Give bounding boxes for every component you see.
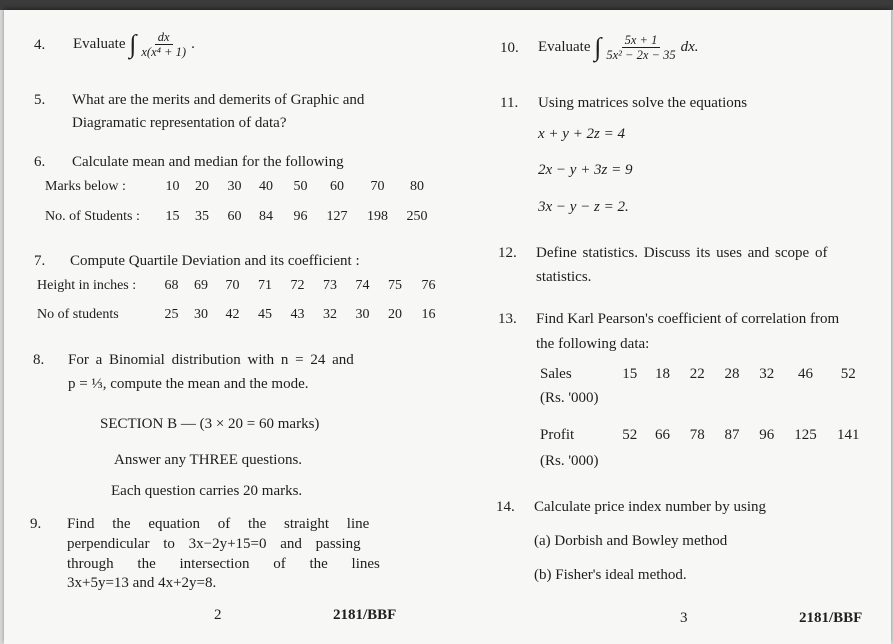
q12-number: 12. (498, 245, 517, 261)
q6-cell: 60 (330, 179, 344, 194)
q6-cell: 40 (259, 179, 273, 194)
q6-text: Calculate mean and median for the following (72, 154, 344, 170)
q6-cell: 50 (293, 179, 308, 194)
q11-eq2: 2x − y + 3z = 9 (538, 162, 633, 178)
q4-denominator: x(x⁴ + 1) (141, 45, 187, 59)
q13-profit-unit: (Rs. '000) (540, 453, 599, 469)
right-page-number: 3 (680, 610, 688, 626)
q11-text: Using matrices solve the equations (538, 95, 748, 111)
q11-eq3: 3x − y − z = 2. (538, 199, 629, 215)
q7-row-height (37, 277, 443, 295)
q10-tail: dx. (680, 38, 699, 55)
q6-cell: 80 (410, 179, 424, 194)
q13-row-profit (540, 426, 868, 444)
left-page-code: 2181/BBF (333, 607, 397, 623)
q7-cell: 69 (194, 278, 208, 293)
q7-row2-label: No of students (37, 307, 119, 322)
q13-cell: 15 (622, 366, 638, 382)
q6-cell: 60 (227, 209, 242, 224)
q7-cell: 16 (421, 307, 436, 322)
q14-option-a: (a) Dorbish and Bowley method (534, 533, 728, 549)
q4-label: Evaluate (73, 35, 126, 52)
q9-line3: through the intersection of the lines (67, 556, 380, 572)
q7-number: 7. (34, 253, 46, 269)
q6-cell: 10 (165, 179, 180, 194)
q13-cell: 52 (622, 427, 638, 443)
integral-sign-icon: ∫ (129, 29, 137, 59)
q6-row1-label: Marks below : (45, 179, 126, 194)
q7-cell: 70 (225, 278, 240, 293)
q7-cell: 45 (258, 307, 272, 322)
q6-cell: 35 (195, 209, 209, 224)
q10-text (538, 33, 699, 62)
q13-cell: 18 (655, 366, 670, 382)
q7-cell: 20 (388, 307, 402, 322)
q4-tail: . (191, 35, 195, 52)
q11-eq1: x + y + 2z = 4 (538, 126, 626, 142)
q7-cell: 72 (290, 278, 305, 293)
q6-number: 6. (34, 154, 46, 170)
q10-number: 10. (500, 40, 519, 56)
q7-cell: 74 (355, 278, 370, 293)
q6-row-students (45, 208, 434, 226)
q13-cell: 125 (794, 427, 817, 443)
q13-cell: 87 (724, 427, 740, 443)
q13-number: 13. (498, 311, 517, 327)
q5-number: 5. (34, 92, 46, 108)
q7-cell: 32 (323, 307, 337, 322)
integral-sign-icon: ∫ (594, 32, 602, 62)
q13-cell: 28 (724, 366, 740, 382)
q13-cell: 32 (759, 366, 775, 382)
q14-option-b: (b) Fisher's ideal method. (534, 567, 687, 583)
q6-cell: 250 (406, 209, 428, 224)
q7-cell: 68 (164, 278, 179, 293)
q13-line2: the following data: (536, 336, 650, 352)
q13-sales-label: Sales (540, 366, 572, 382)
q13-cell: 78 (689, 427, 705, 443)
top-border (0, 0, 893, 10)
q6-row-marks (45, 178, 434, 196)
q6-cell: 70 (370, 179, 385, 194)
q13-cell: 46 (798, 366, 813, 382)
q13-cell: 141 (837, 427, 860, 443)
q6-cell: 20 (195, 179, 209, 194)
q13-cell: 22 (689, 366, 705, 382)
q9-line1: Find the equation of the straight line (67, 516, 370, 532)
q6-cell: 198 (367, 209, 388, 224)
q13-cell: 96 (759, 427, 775, 443)
q7-cell: 43 (290, 307, 305, 322)
q13-cell: 66 (655, 427, 670, 443)
q6-cell: 96 (293, 209, 308, 224)
q13-line1: Find Karl Pearson's coefficient of correlation from (536, 311, 840, 327)
q7-row1-label: Height in inches : (37, 278, 137, 293)
q6-cell: 30 (227, 179, 242, 194)
q12-line2: statistics. (536, 269, 592, 285)
q4-fraction (138, 30, 189, 59)
q4-number: 4. (34, 37, 46, 53)
q8-line2: p = ⅓, compute the mean and the mode. (68, 376, 309, 392)
q8-number: 8. (33, 352, 45, 368)
left-page-number: 2 (214, 607, 222, 623)
q7-cell: 73 (323, 278, 337, 293)
q14-number: 14. (496, 499, 515, 515)
q7-cell: 75 (388, 278, 402, 293)
q7-row-students (37, 306, 443, 324)
q9-line2: perpendicular to 3x−2y+15=0 and passing (67, 536, 361, 552)
q10-fraction (603, 33, 678, 62)
q7-cell: 25 (164, 307, 179, 322)
q6-cell: 127 (326, 209, 348, 224)
q7-cell: 42 (225, 307, 240, 322)
q9-number: 9. (30, 516, 42, 532)
q4-numerator: dx (155, 30, 173, 45)
q7-cell: 71 (258, 278, 272, 293)
q13-profit-label: Profit (540, 427, 575, 443)
section-b-instruction-2: Each question carries 20 marks. (111, 483, 303, 499)
q13-cell: 52 (840, 366, 856, 382)
q6-cell: 84 (259, 209, 273, 224)
q13-row-sales (540, 365, 868, 383)
q11-number: 11. (500, 95, 519, 111)
q4-text (73, 30, 195, 59)
right-page-code: 2181/BBF (799, 610, 863, 626)
q5-line2: Diagramatic representation of data? (72, 115, 287, 131)
q7-cell: 30 (194, 307, 208, 322)
q12-line1: Define statistics. Discuss its uses and scope of (536, 245, 828, 261)
section-b-title: SECTION B — (3 × 20 = 60 marks) (100, 416, 320, 432)
q6-cell: 15 (165, 209, 180, 224)
section-b-instruction-1: Answer any THREE questions. (114, 452, 303, 468)
q13-sales-unit: (Rs. '000) (540, 390, 599, 406)
q7-cell: 30 (355, 307, 370, 322)
q6-row2-label: No. of Students : (45, 209, 140, 224)
q10-denominator: 5x² − 2x − 35 (606, 48, 676, 62)
q9-line4: 3x+5y=13 and 4x+2y=8. (67, 575, 217, 591)
q8-line1: For a Binomial distribution with n = 24 and (68, 352, 354, 368)
q10-numerator: 5x + 1 (622, 33, 661, 48)
q10-label: Evaluate (538, 38, 591, 55)
q14-text: Calculate price index number by using (534, 499, 767, 515)
q7-text: Compute Quartile Deviation and its coefficient : (70, 253, 360, 269)
q5-line1: What are the merits and demerits of Graphic and (72, 92, 365, 108)
q7-cell: 76 (421, 278, 436, 293)
